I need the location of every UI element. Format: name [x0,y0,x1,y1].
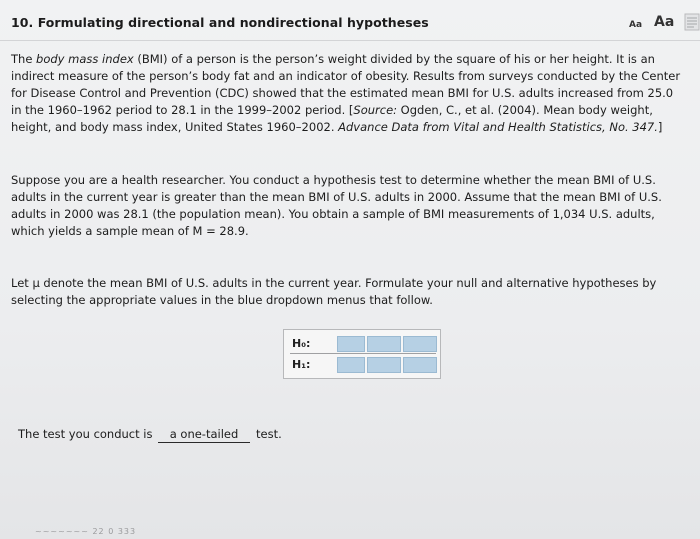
scenario-line: adults in 2000 was 28.1 (the population mean). You obtain a sample of BMI measurements of 1,034 U.S. adults, [11,207,655,221]
scenario-line: adults in the current year is greater than the mean BMI of U.S. adults in 2000. Assume that the mean BMI of U.S. [11,190,662,204]
italic-text: body mass index [36,52,134,66]
null-hypothesis-label: H₀: [292,337,311,350]
text-segment: (BMI) of a person is the person’s weight divided by the square of his or her height. It is an [133,52,655,66]
h0-operator-dropdown[interactable] [367,336,401,352]
instruction-paragraph [11,275,656,309]
faded-footer-text: ~~~~~~~ 22 0 333 [35,527,137,536]
text-segment: in the 1960–1962 period to 28.1 in the 1999–2002 period. [ [11,103,354,117]
problem-context-paragraph [11,51,680,136]
text-segment: indirect measure of the person’s body fat and an indicator of obesity. Results from surveys conducted by the Center [11,69,681,83]
context-line [11,68,680,85]
test-type-dropdown[interactable]: a one-tailed [158,427,250,443]
test-type-prefix: The test you conduct is [18,427,153,441]
h0-parameter-dropdown[interactable] [337,336,365,352]
context-line [11,119,680,136]
text-segment: The [11,52,37,66]
text-segment: for Disease Control and Prevention (CDC) showed that the estimated mean BMI for U.S. adults increased from 25.0 [11,86,674,100]
hypotheses-panel [283,329,441,379]
font-size-small-button[interactable]: Aa [629,20,643,30]
null-hypothesis-row [292,336,437,352]
h1-parameter-dropdown[interactable] [337,357,365,373]
context-line [11,85,680,102]
context-line [11,102,680,119]
hypotheses-divider [290,353,436,354]
context-line [11,51,680,68]
scenario-line: Suppose you are a health researcher. You conduct a hypothesis test to determine whether the mean BMI of U.S. [11,173,656,187]
scenario-line: which yields a sample mean of M = 28.9. [11,224,249,238]
text-segment: Ogden, C., et al. (2004). Mean body weight, [397,103,653,117]
h0-value-dropdown[interactable] [403,336,437,352]
alternative-hypothesis-label: H₁: [292,358,311,371]
instruction-line: selecting the appropriate values in the blue dropdown menus that follow. [11,293,433,307]
text-segment: ] [657,120,663,134]
document-icon[interactable] [684,13,700,31]
alternative-hypothesis-row [292,357,437,373]
instruction-line: Let μ denote the mean BMI of U.S. adults in the current year. Formulate your null and alternative hypotheses by [11,276,657,290]
test-type-suffix: test. [256,427,282,441]
text-segment: height, and body mass index, United States 1960–2002. [11,120,339,134]
italic-text: Advance Data from Vital and Health Statistics, No. 347. [338,120,658,134]
font-size-large-button[interactable]: Aa [654,14,675,30]
h1-value-dropdown[interactable] [403,357,437,373]
italic-text: Source: [353,103,398,117]
problem-header [0,0,700,41]
scenario-paragraph [11,172,662,240]
problem-title: 10. Formulating directional and nondirectional hypotheses [11,15,429,30]
h1-operator-dropdown[interactable] [367,357,401,373]
